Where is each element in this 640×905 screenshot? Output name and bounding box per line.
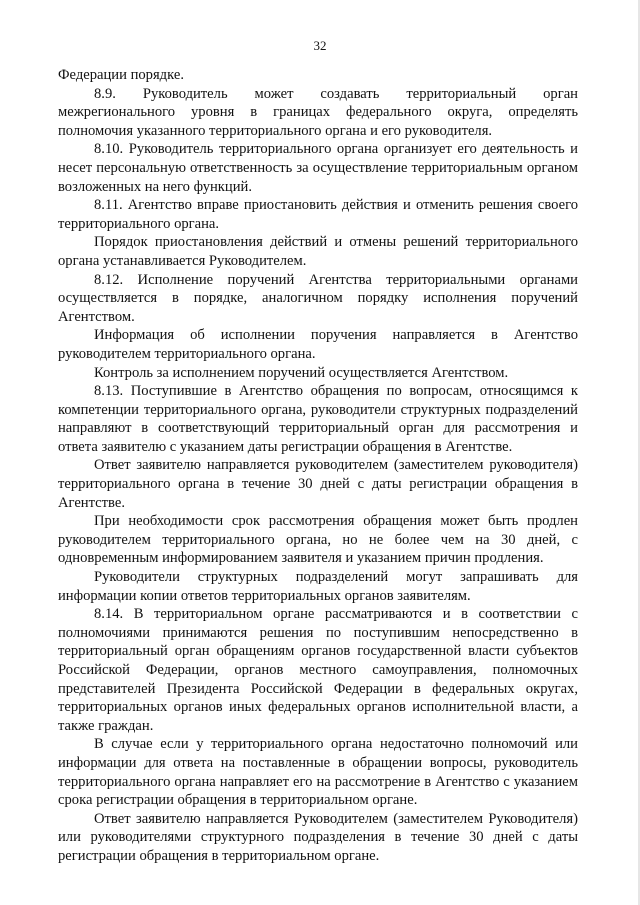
paragraph-8-9: 8.9. Руководитель может создавать территориальный орган межрегионального уровня в границах федерального округа, определять полномочия указанного территориального органа и его руководителя. <box>58 85 578 139</box>
paragraph-8-14: 8.14. В территориальном органе рассматриваются и в соответствии с полномочиями принимаются решения по поступившим непосредственно в территориальный орган обращениям органов государственной власти субъектов Российской Федерации, органов местного самоуправления, полномочных представителей Президента Российской Федерации в федеральных округах, территориальных органов иных федеральных органов исполнительной власти, а также граждан. <box>58 606 578 734</box>
paragraph-8-12-control: Контроль за исполнением поручений осуществляется Агентством. <box>94 364 509 381</box>
paragraph-8-13-answer: Ответ заявителю направляется руководителем (заместителем руководителя) территориального органа в течение 30 дней с даты регистрации обращения в Агентстве. <box>58 457 578 511</box>
page-number: 32 <box>313 38 327 53</box>
paragraph-8-14-answer: Ответ заявителю направляется Руководителем (заместителем Руководителя) или руководителями структурного подразделения в течение 30 дней с даты регистрации обращения в территориальном органе. <box>58 810 578 864</box>
document-body <box>58 66 578 866</box>
paragraph-continuation: Федерации порядке. <box>58 67 184 83</box>
paragraph-8-13-copies: Руководители структурных подразделений могут запрашивать для информации копии ответов территориальных органов заявителям. <box>58 569 578 604</box>
paragraph-8-12-information: Информация об исполнении поручения направляется в Агентство руководителем территориального органа. <box>58 327 578 362</box>
paragraph-8-14-insufficient: В случае если у территориального органа недостаточно полномочий или информации для ответа на поставленные в обращении вопросы, руководитель территориального органа направляет его на рассмотрение в Агентство с указанием срока регистрации обращения в территориальном органе. <box>58 736 578 809</box>
paragraph-8-13-extension: При необходимости срок рассмотрения обращения может быть продлен руководителем территориального органа, но не более чем на 30 дней, с одновременным информированием заявителя и указанием причин продления. <box>58 513 578 567</box>
paragraph-8-11: 8.11. Агентство вправе приостановить действия и отменить решения своего территориального органа. <box>58 197 578 232</box>
paragraph-8-12: 8.12. Исполнение поручений Агентства территориальными органами осуществляется в порядке, аналогичном порядку исполнения поручений Агентством. <box>58 271 578 325</box>
paragraph-8-11-procedure: Порядок приостановления действий и отмены решений территориального органа устанавливается Руководителем. <box>58 234 578 269</box>
paragraph-8-13: 8.13. Поступившие в Агентство обращения по вопросам, относящимся к компетенции территориального органа, руководители структурных подразделений направляют в соответствующий территориальный орган для рассмотрения и ответа заявителю с указанием даты регистрации обращения в Агентстве. <box>58 383 578 455</box>
paragraph-8-10: 8.10. Руководитель территориального органа организует его деятельность и несет персональную ответственность за осуществление территориальным органом возложенных на него функций. <box>58 141 578 195</box>
